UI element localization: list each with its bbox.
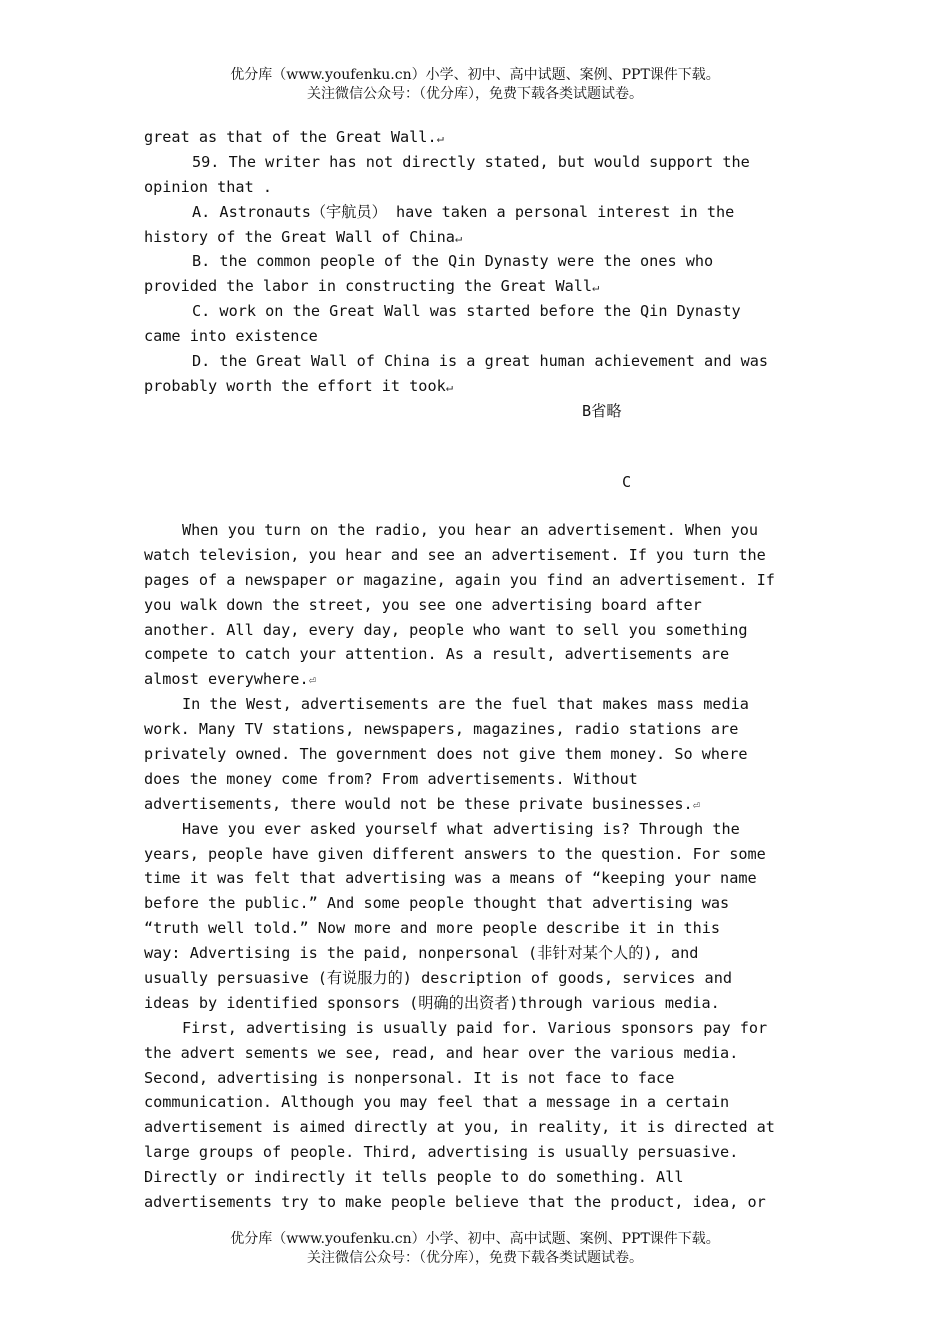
- header-line-2: 关注微信公众号：（优分库），免费下载各类试题试卷。: [307, 86, 643, 102]
- option-b: B. the common people of the Qin Dynasty were the ones who: [192, 252, 714, 271]
- question-59-stem-cont: opinion that .: [144, 177, 273, 196]
- header-line-1: 优分库（www.youfenku.cn）小学、初中、高中试题、案例、PPT课件下载。: [230, 67, 720, 83]
- passage-line: compete to catch your attention. As a result, advertisements are: [144, 645, 730, 664]
- passage-line: “truth well told.” Now more and more people describe it in this: [144, 919, 721, 938]
- passage-line: time it was felt that advertising was a means of “keeping your name: [144, 869, 757, 888]
- paragraph-mark-icon: ↵: [445, 379, 453, 394]
- passage-line: the advert sements we see, read, and hear over the various media.: [144, 1043, 739, 1062]
- passage-line: pages of a newspaper or magazine, again you find an advertisement. If: [144, 570, 775, 589]
- footer-line-1: 优分库（www.youfenku.cn）小学、初中、高中试题、案例、PPT课件下载。: [230, 1231, 720, 1247]
- passage-line: usually persuasive (有说服力的) description of goods, services and: [144, 969, 732, 988]
- line-mark-icon: ⏎: [308, 673, 316, 688]
- paragraph-mark-icon: ↵: [454, 230, 463, 245]
- passage-line: advertisement is aimed directly at you, in reality, it is directed at: [144, 1118, 775, 1137]
- passage-line: In the West, advertisements are the fuel that makes mass media: [182, 695, 749, 714]
- passage-line: Have you ever asked yourself what advertising is? Through the: [182, 819, 740, 838]
- paragraph-mark-icon: ↵: [592, 280, 600, 295]
- page-footer: [0, 1230, 950, 1268]
- passage-line: before the public.” And some people thought that advertising was: [144, 894, 730, 913]
- passage-line: almost everywhere.⏎: [144, 670, 316, 689]
- option-c: C. work on the Great Wall was started before the Qin Dynasty: [192, 302, 741, 321]
- passage-line: years, people have given different answers to the question. For some: [144, 844, 766, 863]
- passage-line: work. Many TV stations, newspapers, magazines, radio stations are: [144, 720, 739, 739]
- passage-line: When you turn on the radio, you hear an advertisement. When you: [182, 521, 759, 539]
- passage-line: advertisements, there would not be these private businesses.⏎: [144, 794, 700, 813]
- passage-line: advertisements try to make people believe that the product, idea, or: [144, 1193, 766, 1212]
- passage-line: ideas by identified sponsors (明确的出资者)through various media.: [144, 993, 720, 1012]
- passage-line: way: Advertising is the paid, nonpersonal (非针对某个人的), and: [144, 944, 699, 963]
- section-c-heading-wrap: [144, 470, 808, 495]
- paragraph-mark-icon: ↵: [436, 131, 444, 145]
- passage-line: privately owned. The government does not give them money. So where: [144, 745, 748, 764]
- passage-line: communication. Although you may feel that a message in a certain: [144, 1093, 730, 1112]
- option-d: D. the Great Wall of China is a great human achievement and was: [192, 352, 769, 371]
- passage-line: another. All day, every day, people who want to sell you something: [144, 620, 748, 639]
- document-body: [144, 125, 808, 424]
- passage-line: you walk down the street, you see one advertising board after: [144, 595, 702, 614]
- page-header: [0, 66, 950, 104]
- line-mark-icon: ⏎: [692, 797, 700, 812]
- passage-line: Second, advertising is nonpersonal. It is not face to face: [144, 1068, 675, 1087]
- option-a: A. Astronauts（宇航员） have taken a personal interest in the: [192, 202, 735, 221]
- section-c-heading: C: [622, 473, 632, 491]
- passage-line: does the money come from? From advertisements. Without: [144, 769, 638, 788]
- question-59-stem: 59. The writer has not directly stated, but would support the: [192, 152, 750, 171]
- passage-c: [144, 518, 808, 1215]
- prev-passage-line: great as that of the Great Wall.↵: [144, 128, 444, 146]
- footer-line-2: 关注微信公众号：（优分库），免费下载各类试题试卷。: [307, 1250, 643, 1266]
- passage-line: Directly or indirectly it tells people to do something. All: [144, 1168, 684, 1187]
- option-a-cont: history of the Great Wall of China↵: [144, 227, 463, 246]
- passage-line: large groups of people. Third, advertising is usually persuasive.: [144, 1143, 739, 1162]
- option-c-cont: came into existence: [144, 327, 318, 346]
- section-b-heading: B省略: [582, 401, 622, 420]
- option-b-cont: provided the labor in constructing the Great Wall↵: [144, 277, 600, 296]
- option-d-cont: probably worth the effort it took↵: [144, 376, 453, 395]
- passage-line: watch television, you hear and see an advertisement. If you turn the: [144, 545, 766, 564]
- passage-line: First, advertising is usually paid for. Various sponsors pay for: [182, 1018, 768, 1037]
